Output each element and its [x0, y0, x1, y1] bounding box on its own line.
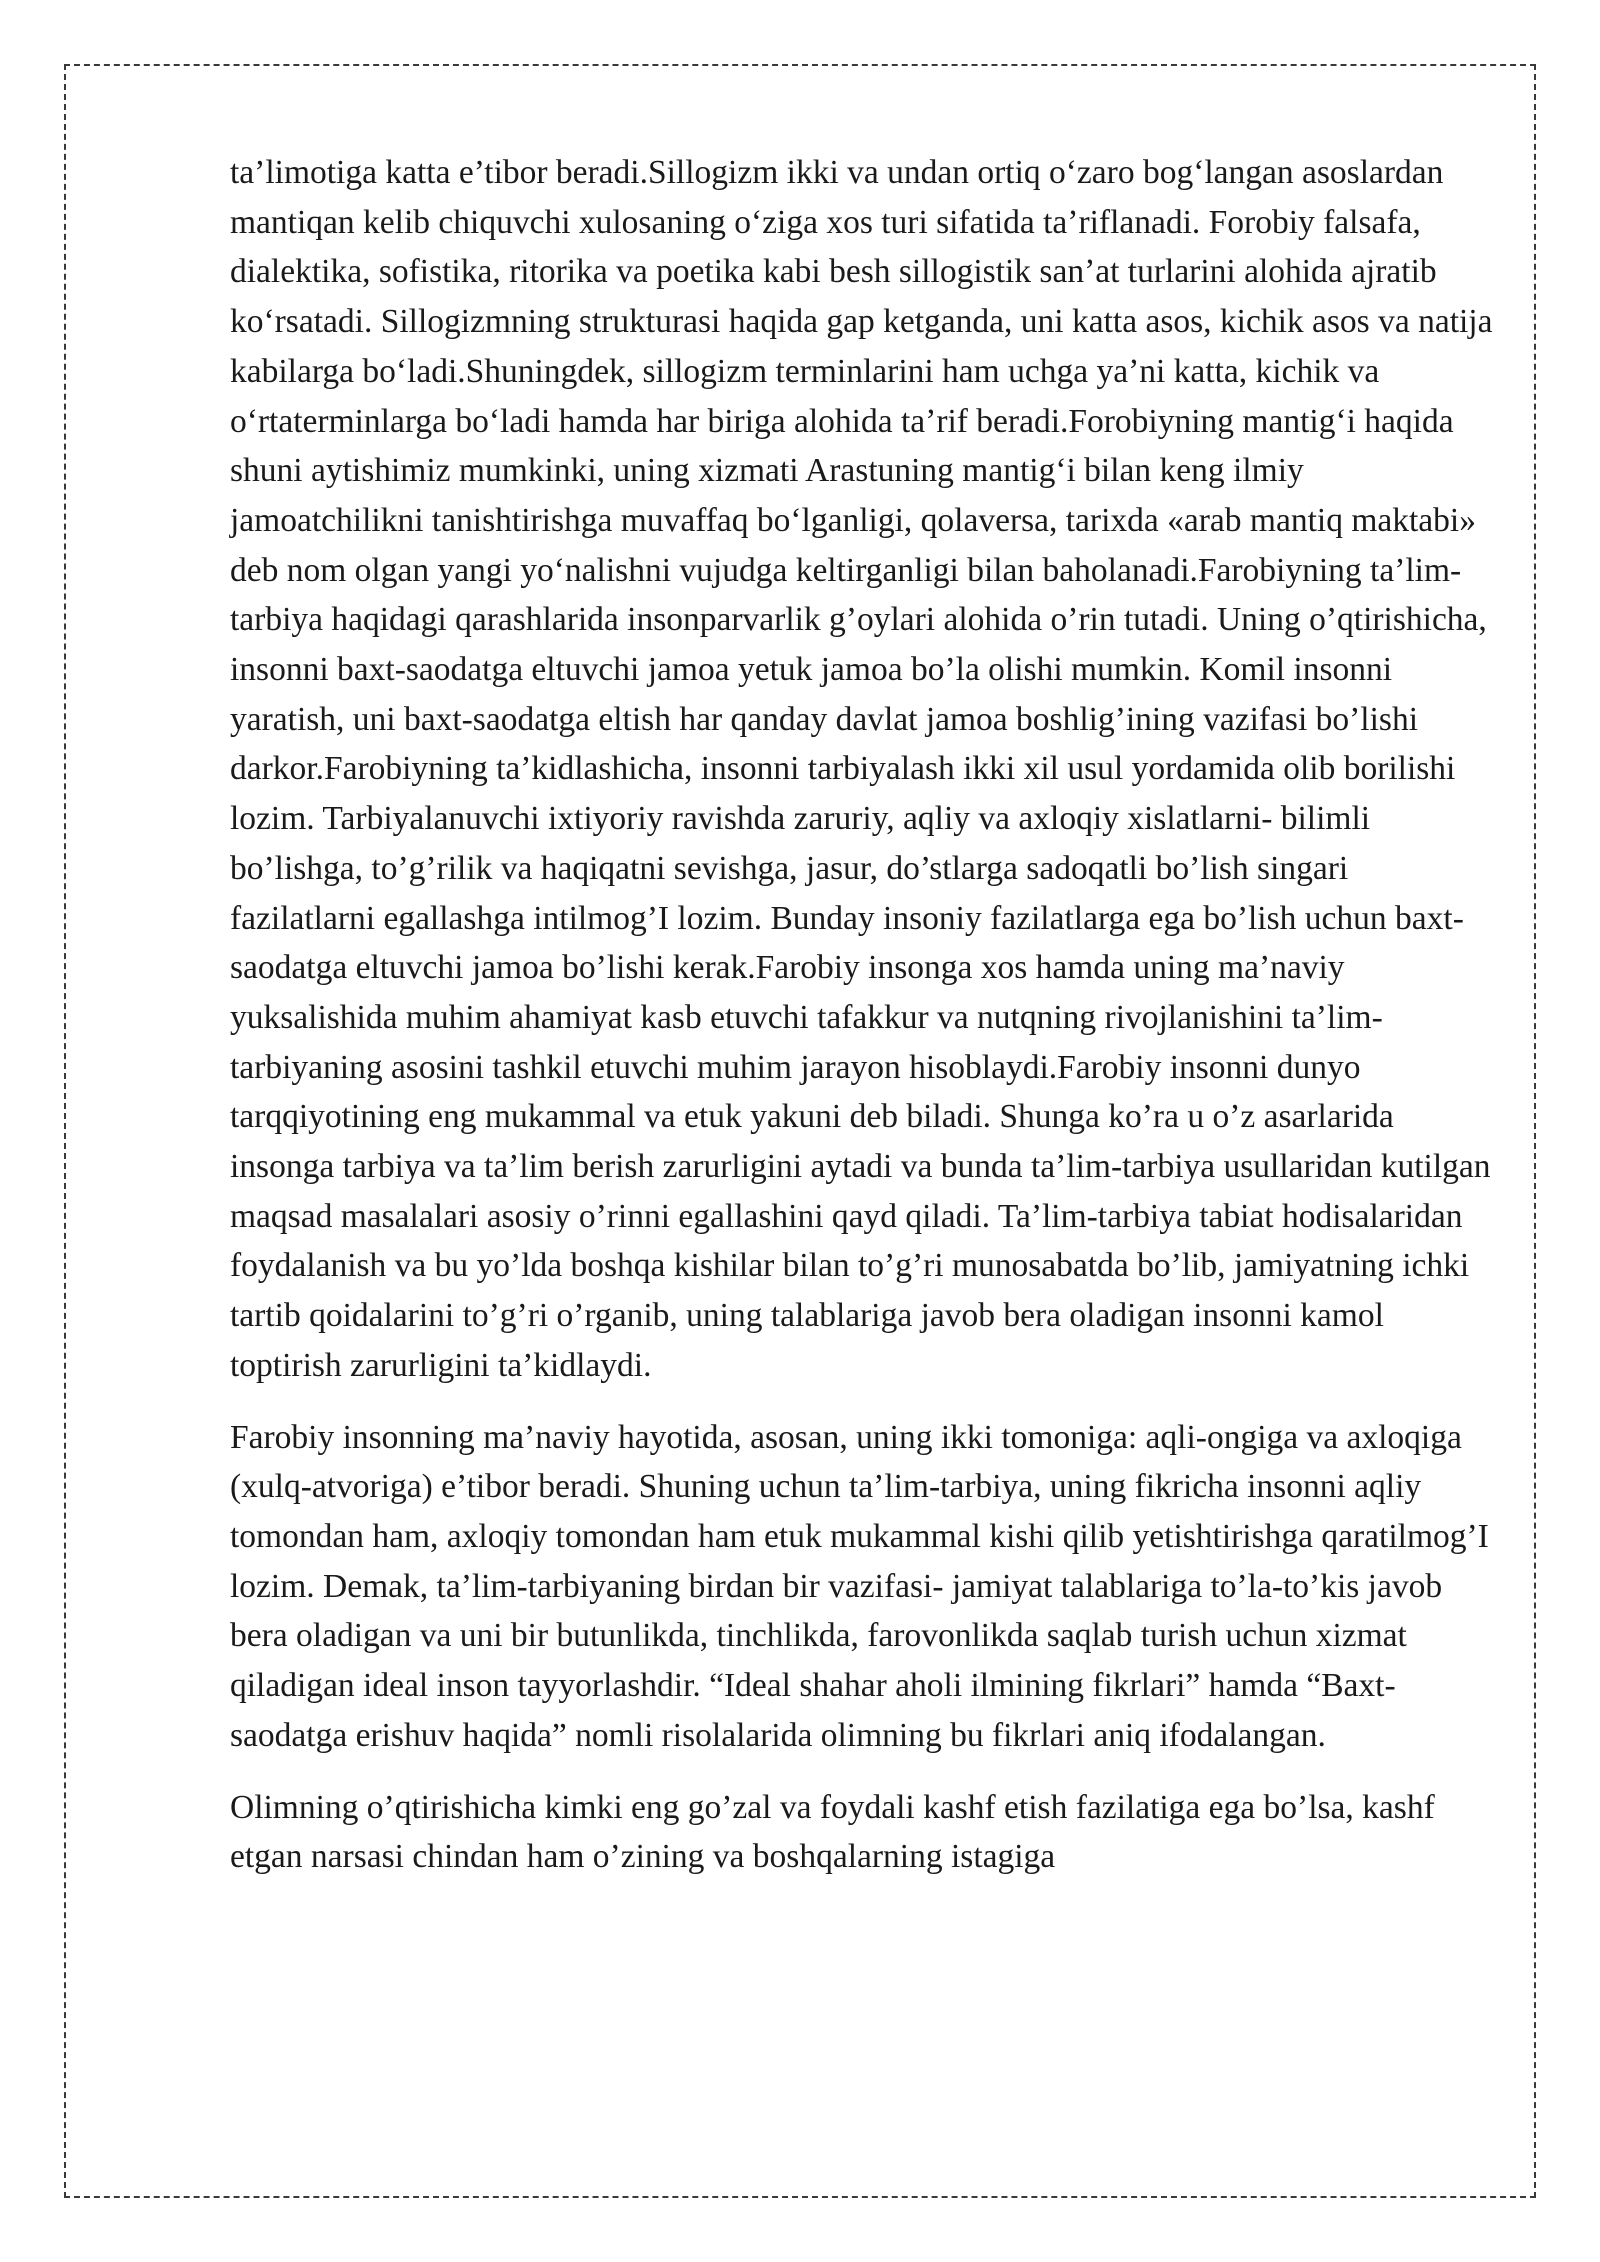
- paragraph-2: Farobiy insonning ma’naviy hayotida, asosan, uning ikki tomoniga: aqli-ongiga va axloqiga (xulq-atvoriga) e’tibor beradi. Shuning uchun ta’lim-tarbiya, uning fikricha insonni aqliy tomondan ham, axloqiy tomondan ham etuk mukammal kishi qilib yetishtirishga qaratilmog’I lozim. Demak, ta’lim-tarbiyaning birdan bir vazifasi- jamiyat talablariga to’la-to’kis javob bera oladigan va uni bir butunlikda, tinchlikda, farovonlikda saqlab turish uchun xizmat qiladigan ideal inson tayyorlashdir. “Ideal shahar aholi ilmining fikrlari” hamda “Baxt-saodatga erishuv haqida” nomli risolalarida olimning bu fikrlari aniq ifodalangan.: [230, 1418, 1489, 1754]
- document-body: [230, 148, 1500, 1882]
- paragraph-1: ta’limotiga katta e’tibor beradi.Sillogizm ikki va undan ortiq oʻzaro bogʻlangan asoslardan mantiqan kelib chiquvchi xulosaning oʻziga xos turi sifatida taʼriflanadi. Forobiy falsafa, dialektika, sofistika, ritorika va poetika kabi besh sillogistik sanʼat turlarini alohida ajratib koʻrsatadi. Sillogizmning strukturasi haqida gap ketganda, uni katta asos, kichik asos va natija kabilarga boʻladi.Shuningdek, sillogizm terminlarini ham uchga yaʼni katta, kichik va oʻrtaterminlarga boʻladi hamda har biriga alohida taʼrif beradi.Forobiyning mantigʻi haqida shuni aytishimiz mumkinki, uning xizmati Arastuning mantigʻi bilan keng ilmiy jamoatchilikni tanishtirishga muvaffaq boʻlganligi, qolaversa, tarixda «arab mantiq maktabi» deb nom olgan yangi yoʻnalishni vujudga keltirganligi bilan baholanadi.Farobiyning ta’lim- tarbiya haqidagi qarashlarida insonparvarlik g’oylari alohida o’rin tutadi. Uning o’qtirishicha, insonni baxt-saodatga eltuvchi jamoa yetuk jamoa bo’la olishi mumkin. Komil insonni yaratish, uni baxt-saodatga eltish har qanday davlat jamoa boshlig’ining vazifasi bo’lishi darkor.Farobiyning ta’kidlashicha, insonni tarbiyalash ikki xil usul yordamida olib borilishi lozim. Tarbiyalanuvchi ixtiyoriy ravishda zaruriy, aqliy va axloqiy xislatlarni- bilimli bo’lishga, to’g’rilik va haqiqatni sevishga, jasur, do’stlarga sadoqatli bo’lish singari fazilatlarni egallashga intilmog’I lozim. Bunday insoniy fazilatlarga ega bo’lish uchun baxt-saodatga eltuvchi jamoa bo’lishi kerak.Farobiy insonga xos hamda uning ma’naviy yuksalishida muhim ahamiyat kasb etuvchi tafakkur va nutqning rivojlanishini ta’lim-tarbiyaning asosini tashkil etuvchi muhim jarayon hisoblaydi.Farobiy insonni dunyo tarqqiyotining eng mukammal va etuk yakuni deb biladi. Shunga ko’ra u o’z asarlarida insonga tarbiya va ta’lim berish zarurligini aytadi va bunda ta’lim-tarbiya usullaridan kutilgan maqsad masalalari asosiy o’rinni egallashini qayd qiladi. Ta’lim-tarbiya tabiat hodisalaridan foydalanish va bu yo’lda boshqa kishilar bilan to’g’ri munosabatda bo’lib, jamiyatning ichki tartib qoidalarini to’g’ri o’rganib, uning talablariga javob bera oladigan insonni kamol toptirish zarurligini ta’kidlaydi.: [230, 154, 1493, 1384]
- paragraph-3: Olimning o’qtirishicha kimki eng go’zal va foydali kashf etish fazilatiga ega bo’lsa, kashf etgan narsasi chindan ham o’zining va boshqalarning istagiga: [230, 1788, 1435, 1876]
